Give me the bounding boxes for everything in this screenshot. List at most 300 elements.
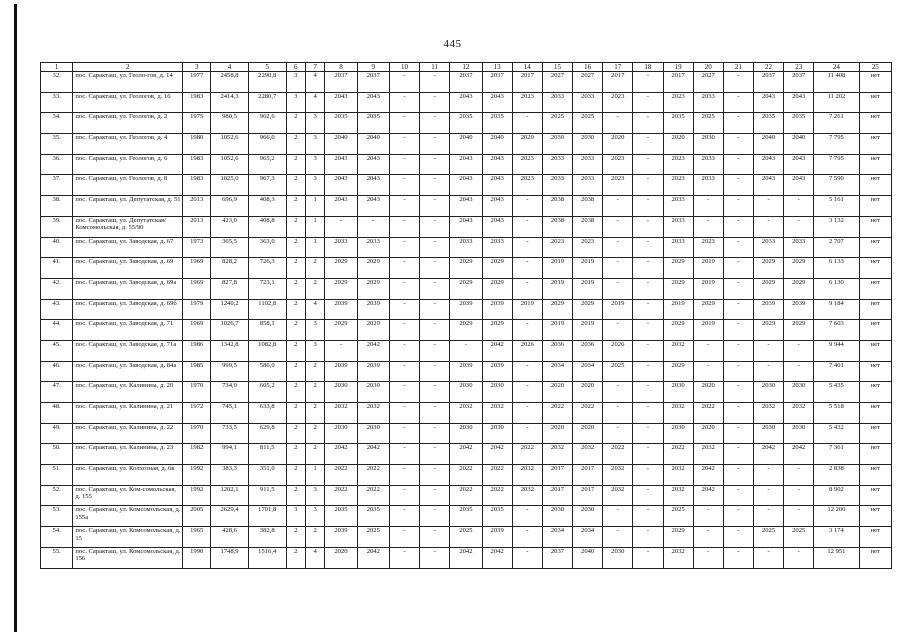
table-cell: 2032 <box>663 340 693 361</box>
row-number-cell: 32. <box>41 72 73 93</box>
table-cell: нет <box>859 113 891 134</box>
table-cell: 2033 <box>482 237 512 258</box>
table-cell: 911,5 <box>248 485 286 506</box>
table-cell: 1202,1 <box>211 485 249 506</box>
table-cell: 2038 <box>542 196 572 217</box>
table-cell: нет <box>859 423 891 444</box>
table-cell: 2029 <box>784 278 814 299</box>
table-cell: 2042 <box>357 444 389 465</box>
column-header: 8 <box>325 63 357 72</box>
address-cell: пос. Саракташ, ул. Колхозная, д. 6в <box>73 465 183 486</box>
table-cell: 2032 <box>512 465 542 486</box>
table-cell: 2038 <box>542 216 572 237</box>
table-cell: - <box>389 299 419 320</box>
table-cell: - <box>633 134 663 155</box>
table-cell: 2025 <box>693 113 723 134</box>
table-cell: 2033 <box>693 154 723 175</box>
table-cell: - <box>784 361 814 382</box>
table-cell: нет <box>859 340 891 361</box>
table-cell: 2022 <box>482 465 512 486</box>
column-header: 21 <box>723 63 753 72</box>
table-cell: 2043 <box>784 154 814 175</box>
table-cell: 2039 <box>357 361 389 382</box>
table-cell: 1342,8 <box>211 340 249 361</box>
table-cell: - <box>753 361 783 382</box>
table-row <box>41 196 892 217</box>
table-cell: 2043 <box>450 196 482 217</box>
table-cell: 2019 <box>573 320 603 341</box>
table-cell: 999,5 <box>211 361 249 382</box>
table-cell: - <box>512 527 542 548</box>
table-cell: 962,6 <box>248 113 286 134</box>
table-cell: - <box>389 340 419 361</box>
table-cell: 1 <box>305 196 324 217</box>
table-cell: 2043 <box>482 216 512 237</box>
table-cell: - <box>784 485 814 506</box>
table-cell: - <box>723 444 753 465</box>
row-number-cell: 43. <box>41 299 73 320</box>
table-cell: 2017 <box>573 465 603 486</box>
table-cell: 2042 <box>357 547 389 568</box>
table-cell: 2034 <box>573 361 603 382</box>
table-cell: - <box>784 196 814 217</box>
table-cell: 1975 <box>183 113 211 134</box>
table-cell: нет <box>859 444 891 465</box>
address-cell: пос. Саракташ, ул. Комсомольская, д. 156 <box>73 547 183 568</box>
table-cell: 1969 <box>183 258 211 279</box>
table-cell: 2023 <box>573 237 603 258</box>
table-cell: 3 <box>286 72 305 93</box>
table-cell: - <box>693 196 723 217</box>
table-cell: 2033 <box>573 92 603 113</box>
table-cell: 2035 <box>325 113 357 134</box>
table-cell: 351,0 <box>248 465 286 486</box>
table-cell: - <box>753 465 783 486</box>
table-cell: 2019 <box>573 278 603 299</box>
table-cell: 980,5 <box>211 113 249 134</box>
table-cell: - <box>512 258 542 279</box>
table-cell: 408,8 <box>248 216 286 237</box>
table-cell: 1992 <box>183 465 211 486</box>
table-row <box>41 278 892 299</box>
table-cell: 2032 <box>784 403 814 424</box>
table-cell: 2042 <box>693 465 723 486</box>
table-cell: 2033 <box>693 175 723 196</box>
table-cell: 858,1 <box>248 320 286 341</box>
table-cell: - <box>753 485 783 506</box>
table-cell: 3 <box>305 113 324 134</box>
table-cell: 382,8 <box>248 527 286 548</box>
table-cell: 4 <box>305 547 324 568</box>
table-cell: 2037 <box>784 72 814 93</box>
table-cell: - <box>603 216 633 237</box>
column-header: 4 <box>211 63 249 72</box>
address-cell: пос. Саракташ, ул. Заводская, д. 71а <box>73 340 183 361</box>
table-cell: - <box>723 258 753 279</box>
table-cell: - <box>389 320 419 341</box>
table-cell: 2025 <box>450 527 482 548</box>
row-number-cell: 33. <box>41 92 73 113</box>
table-cell: 2030 <box>784 382 814 403</box>
table-row <box>41 258 892 279</box>
table-cell: - <box>325 340 357 361</box>
table-cell: - <box>389 154 419 175</box>
table-cell: - <box>723 485 753 506</box>
table-cell: 11 408 <box>814 72 859 93</box>
column-header: 9 <box>357 63 389 72</box>
table-cell: 2019 <box>542 278 572 299</box>
table-cell: нет <box>859 134 891 155</box>
table-cell: 2025 <box>542 113 572 134</box>
table-cell: 2043 <box>482 154 512 175</box>
table-cell: 2029 <box>482 278 512 299</box>
table-cell: нет <box>859 237 891 258</box>
table-cell: 2029 <box>450 278 482 299</box>
table-cell: 2 <box>305 444 324 465</box>
table-cell: - <box>633 92 663 113</box>
table-cell: - <box>603 320 633 341</box>
table-cell: 4 <box>305 72 324 93</box>
table-cell: 2023 <box>693 237 723 258</box>
table-cell: 2 <box>286 196 305 217</box>
table-cell: - <box>389 444 419 465</box>
table-cell: - <box>633 154 663 175</box>
table-cell: - <box>784 547 814 568</box>
table-cell: 2022 <box>693 403 723 424</box>
table-cell: 2035 <box>450 506 482 527</box>
table-cell: 2042 <box>753 444 783 465</box>
column-header: 24 <box>814 63 859 72</box>
address-cell: пос. Саракташ, ул. Геологов, д. 8 <box>73 175 183 196</box>
table-cell: 2029 <box>357 278 389 299</box>
table-cell: - <box>325 216 357 237</box>
table-cell: - <box>389 506 419 527</box>
table-cell: 1983 <box>183 154 211 175</box>
table-cell: 2033 <box>693 92 723 113</box>
table-cell: 2025 <box>357 527 389 548</box>
table-cell: 7 795 <box>814 134 859 155</box>
table-cell: 2032 <box>482 403 512 424</box>
table-row <box>41 506 892 527</box>
table-cell: 726,3 <box>248 258 286 279</box>
table-cell: 2043 <box>450 154 482 175</box>
table-cell: 7 361 <box>814 444 859 465</box>
table-cell: 2022 <box>573 403 603 424</box>
column-header: 14 <box>512 63 542 72</box>
table-cell: 2 <box>286 278 305 299</box>
table-cell: 1990 <box>183 547 211 568</box>
table-cell: 2 <box>305 403 324 424</box>
table-cell: - <box>633 237 663 258</box>
table-cell: - <box>753 340 783 361</box>
table-cell: 2 <box>286 403 305 424</box>
table-cell: - <box>723 72 753 93</box>
page-number: 445 <box>443 38 462 50</box>
table-row <box>41 340 892 361</box>
table-cell: - <box>633 465 663 486</box>
table-cell: 1973 <box>183 237 211 258</box>
table-cell: 2023 <box>663 175 693 196</box>
table-cell: 2035 <box>450 113 482 134</box>
table-cell: 2042 <box>450 444 482 465</box>
table-cell: 2032 <box>663 485 693 506</box>
column-header: 17 <box>603 63 633 72</box>
table-cell: - <box>389 175 419 196</box>
table-cell: нет <box>859 403 891 424</box>
table-row <box>41 175 892 196</box>
table-cell: - <box>512 216 542 237</box>
table-cell: 2042 <box>450 547 482 568</box>
table-cell: 745,1 <box>211 403 249 424</box>
table-cell: - <box>633 361 663 382</box>
table-cell: 2038 <box>573 216 603 237</box>
table-cell: 2035 <box>482 506 512 527</box>
table-cell: 827,8 <box>211 278 249 299</box>
table-cell: 2629,4 <box>211 506 249 527</box>
address-cell: пос. Саракташ, ул. Калинина, д. 23 <box>73 444 183 465</box>
table-cell: 1982 <box>183 444 211 465</box>
table-cell: - <box>420 423 450 444</box>
table-cell: 2029 <box>784 258 814 279</box>
table-cell: - <box>693 547 723 568</box>
table-cell: 2035 <box>357 506 389 527</box>
table-cell: 2017 <box>663 72 693 93</box>
table-cell: 2035 <box>357 113 389 134</box>
table-cell: 2030 <box>357 382 389 403</box>
table-cell: - <box>389 403 419 424</box>
table-cell: 2022 <box>603 444 633 465</box>
address-cell: пос. Саракташ, ул. Комсомольская, д. 15 <box>73 527 183 548</box>
row-number-cell: 54. <box>41 527 73 548</box>
table-cell: нет <box>859 92 891 113</box>
table-cell: - <box>723 196 753 217</box>
table-cell: - <box>633 278 663 299</box>
table-cell: 2039 <box>482 527 512 548</box>
table-row <box>41 465 892 486</box>
table-cell: нет <box>859 361 891 382</box>
table-cell: - <box>512 278 542 299</box>
table-cell: - <box>512 196 542 217</box>
table-cell: 1052,6 <box>211 134 249 155</box>
table-cell: 2030 <box>542 134 572 155</box>
table-cell: 2019 <box>512 299 542 320</box>
table-cell: 3 <box>305 154 324 175</box>
table-cell: 2029 <box>784 320 814 341</box>
table-cell: нет <box>859 196 891 217</box>
table-cell: 2040 <box>450 134 482 155</box>
table-cell: 2033 <box>663 196 693 217</box>
table-cell: 2037 <box>450 72 482 93</box>
table-cell: 2020 <box>603 134 633 155</box>
table-cell: - <box>420 340 450 361</box>
table-cell: 1516,4 <box>248 547 286 568</box>
table-cell: 2029 <box>693 299 723 320</box>
table-cell: - <box>389 258 419 279</box>
table-cell: - <box>389 465 419 486</box>
table-row <box>41 403 892 424</box>
table-cell: 2017 <box>573 485 603 506</box>
table-cell: 2042 <box>693 485 723 506</box>
table-cell: - <box>603 258 633 279</box>
table-cell: 2043 <box>325 175 357 196</box>
table-row <box>41 113 892 134</box>
table-cell: 2 <box>305 423 324 444</box>
table-cell: 2022 <box>325 465 357 486</box>
table-cell: 2039 <box>325 361 357 382</box>
table-cell: 2034 <box>573 527 603 548</box>
table-cell: - <box>420 299 450 320</box>
housing-register-table <box>40 62 892 569</box>
table-cell: - <box>723 527 753 548</box>
table-cell: - <box>603 196 633 217</box>
table-cell: 2 <box>286 361 305 382</box>
table-cell: - <box>633 547 663 568</box>
table-cell: 696,9 <box>211 196 249 217</box>
address-cell: пос. Саракташ, ул. Геоло-гов, д. 14 <box>73 72 183 93</box>
table-cell: - <box>723 403 753 424</box>
table-cell: - <box>389 485 419 506</box>
address-cell: пос. Саракташ, ул. Калинина, д. 21 <box>73 403 183 424</box>
table-cell: - <box>633 444 663 465</box>
table-row <box>41 423 892 444</box>
table-cell: 6 130 <box>814 278 859 299</box>
table-cell: 2037 <box>753 72 783 93</box>
table-cell: 965,2 <box>248 154 286 175</box>
table-cell: 2036 <box>542 340 572 361</box>
table-cell: - <box>420 216 450 237</box>
table-cell: 2 <box>286 320 305 341</box>
table-cell: 2029 <box>753 258 783 279</box>
address-cell: пос. Саракташ, ул. Заводская, д. 69б <box>73 299 183 320</box>
table-cell: 9 944 <box>814 340 859 361</box>
table-cell: 2 <box>286 547 305 568</box>
table-cell: 2043 <box>753 154 783 175</box>
row-number-cell: 36. <box>41 154 73 175</box>
table-cell: 3 <box>305 506 324 527</box>
table-cell: - <box>784 216 814 237</box>
table-cell: 2037 <box>482 72 512 93</box>
table-cell: 2036 <box>573 340 603 361</box>
table-row <box>41 382 892 403</box>
table-cell: 2035 <box>482 113 512 134</box>
table-cell: 3 132 <box>814 216 859 237</box>
table-cell: - <box>420 134 450 155</box>
table-cell: 2019 <box>542 320 572 341</box>
table-cell: нет <box>859 382 891 403</box>
table-cell: 2029 <box>663 258 693 279</box>
table-cell: 5 432 <box>814 423 859 444</box>
table-cell: 2039 <box>482 361 512 382</box>
table-cell: 2032 <box>357 403 389 424</box>
table-cell: 5 435 <box>814 382 859 403</box>
table-cell: 1701,8 <box>248 506 286 527</box>
table-cell: 2019 <box>693 320 723 341</box>
table-cell: - <box>633 423 663 444</box>
table-cell: 2 <box>286 340 305 361</box>
table-cell: 2033 <box>663 216 693 237</box>
table-cell: 2037 <box>357 72 389 93</box>
table-cell: 2 <box>286 237 305 258</box>
table-cell: 2 <box>286 154 305 175</box>
table-cell: 2020 <box>512 134 542 155</box>
column-header: 25 <box>859 63 891 72</box>
table-cell: 2029 <box>542 299 572 320</box>
table-cell: 1965 <box>183 527 211 548</box>
table-cell: 2043 <box>357 154 389 175</box>
row-number-cell: 49. <box>41 423 73 444</box>
table-cell: 994,1 <box>211 444 249 465</box>
table-row <box>41 216 892 237</box>
table-cell: - <box>512 113 542 134</box>
table-cell: - <box>512 361 542 382</box>
table-cell: 2013 <box>183 196 211 217</box>
table-cell: - <box>723 92 753 113</box>
table-cell: 2019 <box>542 258 572 279</box>
table-cell: - <box>420 403 450 424</box>
table-cell: - <box>389 527 419 548</box>
table-cell: 2025 <box>753 527 783 548</box>
table-cell: 1240,2 <box>211 299 249 320</box>
table-cell: 2043 <box>753 92 783 113</box>
table-cell: - <box>420 154 450 175</box>
address-cell: пос. Саракташ, ул. Заводская, д. 67 <box>73 237 183 258</box>
table-cell: 2040 <box>753 134 783 155</box>
table-cell: 2030 <box>784 423 814 444</box>
address-cell: пос. Саракташ, ул. Геологов, д. 16 <box>73 92 183 113</box>
table-cell: 2029 <box>325 278 357 299</box>
table-cell: 2 <box>286 444 305 465</box>
column-header: 18 <box>633 63 663 72</box>
row-number-cell: 44. <box>41 320 73 341</box>
table-cell: 2040 <box>357 134 389 155</box>
table-cell: - <box>753 506 783 527</box>
table-cell: 2023 <box>512 175 542 196</box>
table-cell: 1985 <box>183 361 211 382</box>
table-cell: - <box>420 175 450 196</box>
table-cell: 2005 <box>183 506 211 527</box>
table-cell: - <box>723 299 753 320</box>
table-cell: 1748,9 <box>211 547 249 568</box>
table-cell: 2 <box>286 258 305 279</box>
address-cell: пос. Саракташ, ул. Геологов, д. 4 <box>73 134 183 155</box>
table-cell: 2032 <box>663 465 693 486</box>
table-cell: 2022 <box>450 465 482 486</box>
table-cell: - <box>723 506 753 527</box>
table-cell: 2043 <box>482 175 512 196</box>
table-cell: 2019 <box>663 299 693 320</box>
table-cell: 2043 <box>753 175 783 196</box>
table-cell: - <box>633 175 663 196</box>
table-cell: 2029 <box>663 527 693 548</box>
table-cell: - <box>420 465 450 486</box>
table-cell: 1082,8 <box>248 340 286 361</box>
table-body <box>41 72 892 569</box>
row-number-cell: 46. <box>41 361 73 382</box>
table-cell: 2033 <box>450 237 482 258</box>
table-cell: 2038 <box>573 196 603 217</box>
row-number-cell: 41. <box>41 258 73 279</box>
table-cell: 2 <box>305 361 324 382</box>
binding-edge-line <box>14 4 17 632</box>
table-cell: 2 <box>286 113 305 134</box>
table-cell: 2029 <box>450 320 482 341</box>
table-cell: 2033 <box>542 154 572 175</box>
table-cell: - <box>633 485 663 506</box>
table-cell: 2032 <box>573 444 603 465</box>
table-cell: 2043 <box>357 92 389 113</box>
table-cell: - <box>603 506 633 527</box>
table-cell: 1052,6 <box>211 154 249 175</box>
